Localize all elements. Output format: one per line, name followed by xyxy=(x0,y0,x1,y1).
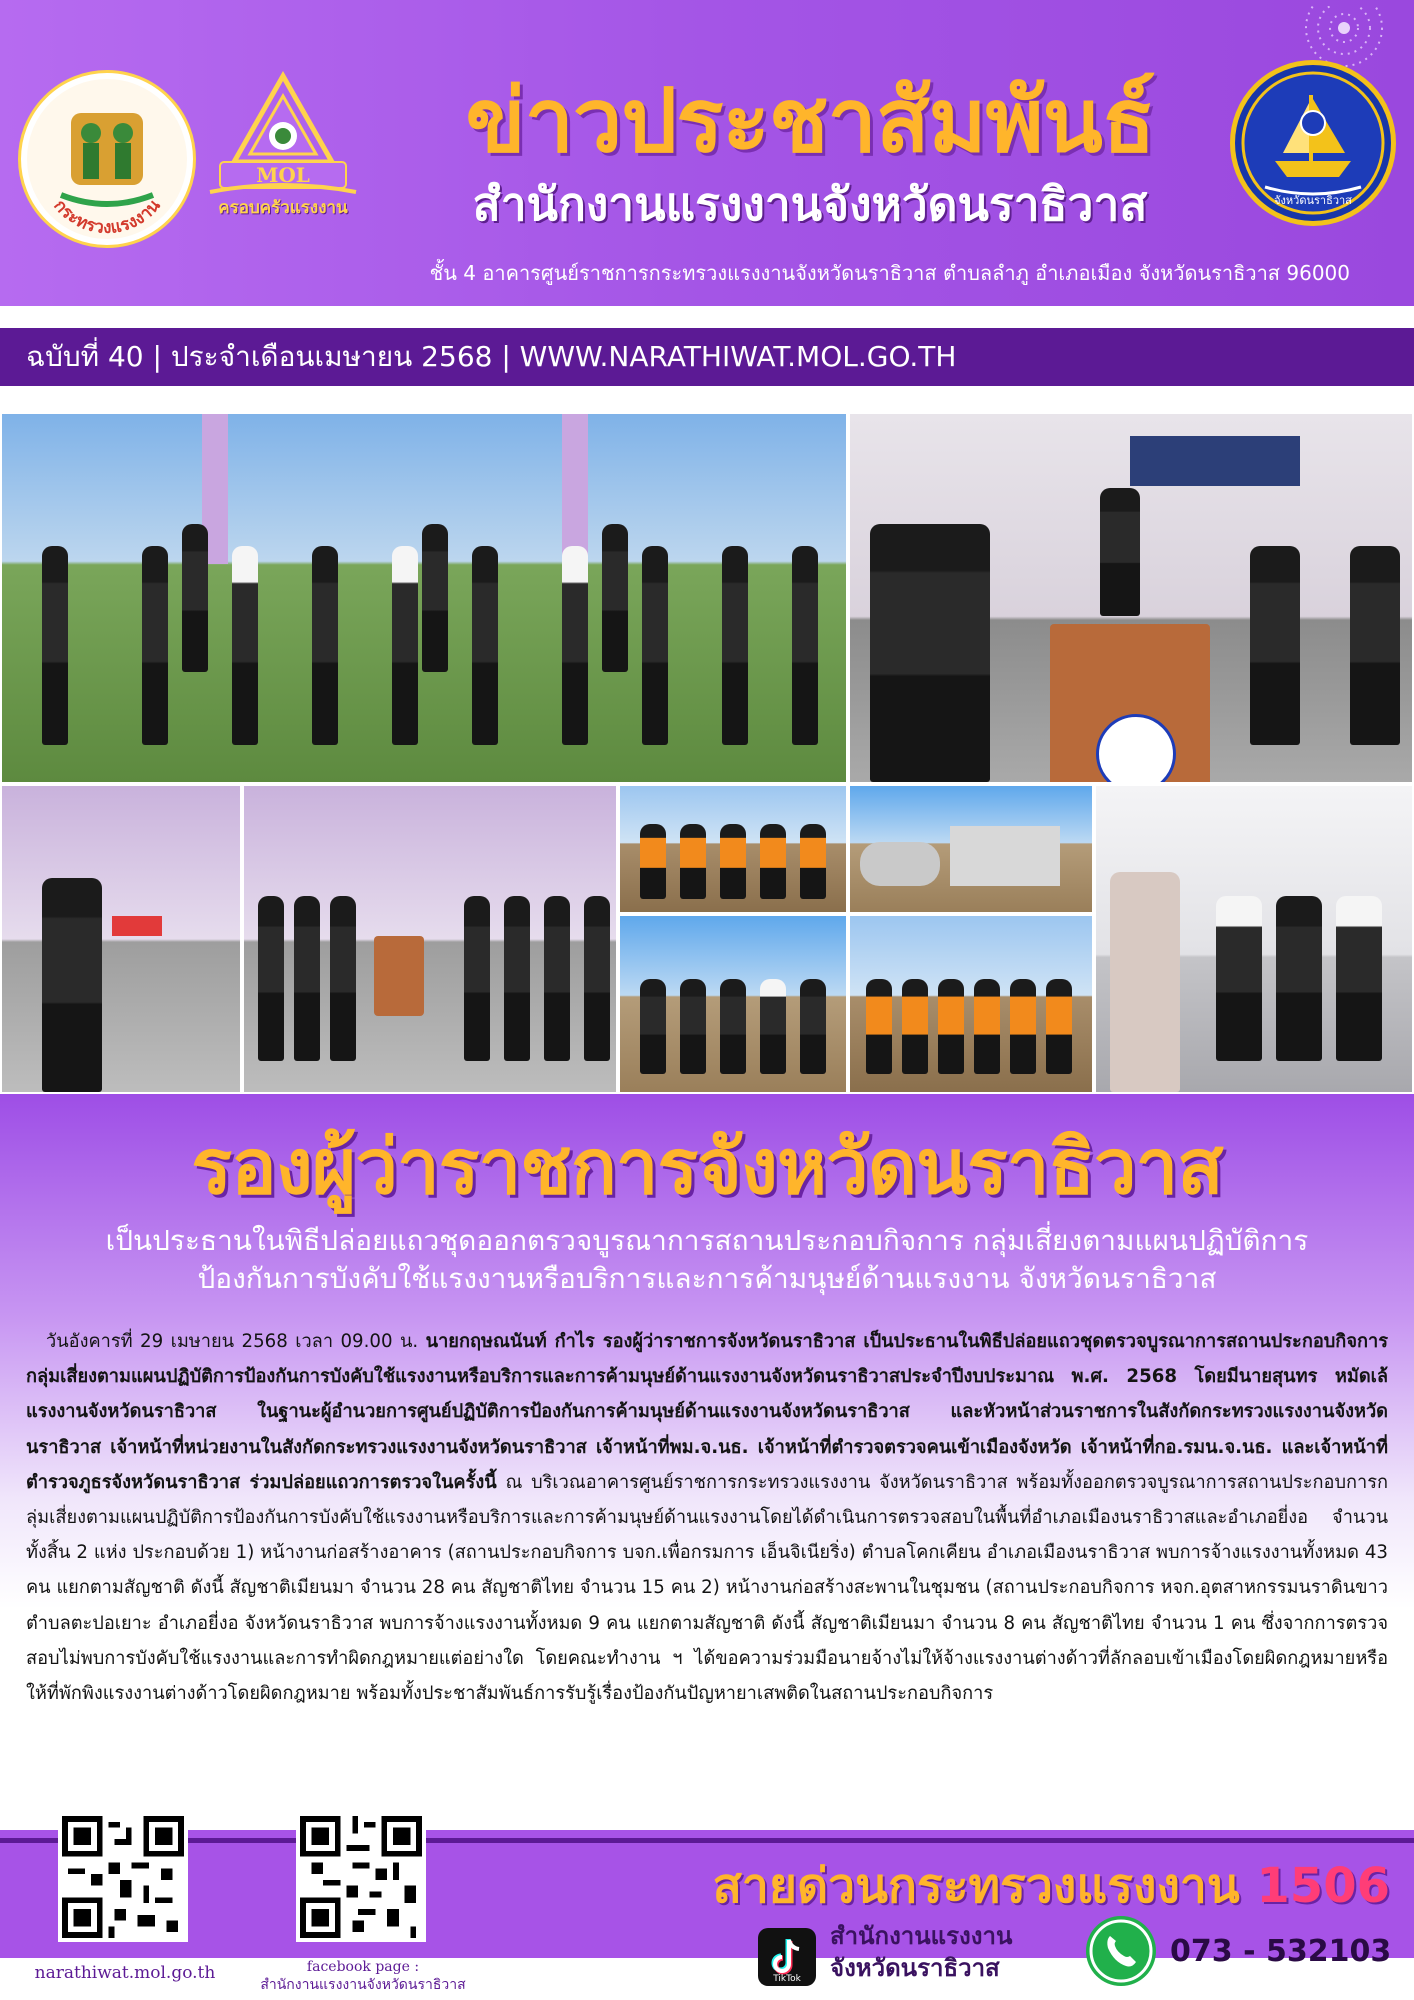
photo-line-up xyxy=(242,784,618,1094)
article-headline: รองผู้ว่าราชการจังหวัดนราธิวาส xyxy=(191,1122,1223,1211)
website-qr-code[interactable] xyxy=(58,1812,188,1942)
mol-family-logo xyxy=(204,70,362,230)
footer xyxy=(0,1830,1414,2000)
photo-collage xyxy=(0,412,1414,1094)
website-qr-label[interactable]: narathiwat.mol.go.th xyxy=(34,1963,216,1983)
province-seal-logo xyxy=(1230,60,1396,226)
facebook-qr-label[interactable] xyxy=(240,1958,486,1994)
article xyxy=(0,1094,1414,1830)
tiktok-icon-text: TikTok xyxy=(773,1974,801,1984)
hotline-banner xyxy=(630,1852,1390,1920)
body-date: วันอังคารที่ 29 เมษายน 2568 เวลา 09.00 น. xyxy=(46,1331,419,1352)
header-banner xyxy=(0,0,1414,312)
article-subhead xyxy=(30,1222,1384,1298)
subhead-line-2: ป้องกันการบังคับใช้แรงงานหรือบริการและการค้ามนุษย์ด้านแรงงาน จังหวัดนราธิวาส xyxy=(197,1262,1217,1295)
mol-logo-sub: ครอบครัวแรงงาน xyxy=(218,198,348,218)
tiktok-label-line-1: สำนักงานแรงงาน xyxy=(830,1922,1013,1950)
tiktok-account-label[interactable] xyxy=(830,1920,1050,1984)
photo-inspection-team xyxy=(618,914,848,1094)
office-address: ชั้น 4 อาคารศูนย์ราชการกระทรวงแรงงานจังหวัดนราธิวาส ตำบลลำภู อำเภอเมือง จังหวัดนราธิวาส 96000 xyxy=(429,261,1350,285)
phone-number[interactable]: 073 - 532103 xyxy=(1170,1934,1392,1969)
photo-group-ceremony xyxy=(0,412,848,784)
tiktok-icon[interactable] xyxy=(758,1928,816,1986)
article-body xyxy=(26,1324,1388,1711)
photo-speech-podium xyxy=(848,412,1414,784)
photo-construction-site xyxy=(848,784,1094,914)
photo-speaker xyxy=(0,784,242,1094)
facebook-qr-code[interactable] xyxy=(296,1812,426,1942)
ministry-logo xyxy=(18,70,196,248)
subhead-line-1: เป็นประธานในพิธีปล่อยแถวชุดออกตรวจบูรณาการสถานประกอบกิจการ กลุ่มเสี่ยงตามแผนปฏิบัติการ xyxy=(105,1224,1309,1257)
issue-line: ฉบับที่ 40 | ประจำเดือนเมษายน 2568 | WWW.NARATHIWAT.MOL.GO.TH xyxy=(26,340,957,373)
province-seal-text: จังหวัดนราธิวาส xyxy=(1274,194,1352,207)
body-rest: ณ บริเวณอาคารศูนย์ราชการกระทรวงแรงงาน จังหวัดนราธิวาส พร้อมทั้งออกตรวจบูรณาการสถานประกอบการกลุ่มเสี่ยงตามแผนปฏิบัติการป้องกันการบังคับใช้แรงงานหรือบริการและการค้ามนุษย์ด้านแรงงานโดยได้ดำเนินการตรวจสอบในพื้นที่อำเภอเมืองนราธิวาสและอำเภอยี่งอ จำนวนทั้งสิ้น 2 แห่ง ประกอบด้วย 1) หน้างานก่อสร้างอาคาร (สถานประกอบกิจการ บจก.เพื่อกรมการ เอ็นจิเนียริ่ง) ตำบลโคกเคียน อำเภอเมืองนราธิวาส พบการจ้างแรงงานทั้งหมด 43 คน แยกตามสัญชาติ ดังนี้ สัญชาติเมียนมา จำนวน 28 คน สัญชาติไทย จำนวน 15 คน 2) หน้างานก่อสร้างสะพานในชุมชน (สถานประกอบกิจการ หจก.อุตสาหกรรมนราดินขาว ตำบลตะปอเยาะ อำเภอยี่งอ จังหวัดนราธิวาส พบการจ้างแรงงานทั้งหมด 9 คน แยกตามสัญชาติ ดังนี้ สัญชาติเมียนมา จำนวน 8 คน สัญชาติไทย จำนวน 1 คน ซึ่งจากการตรวจสอบไม่พบการบังคับใช้แรงงานและการทำผิดกฎหมายแต่อย่างใด โดยคณะทำงาน ฯ ได้ขอความร่วมมือนายจ้างไม่ให้จ้างแรงงานต่างด้าวที่ลักลอบเข้าเมืองโดยผิดกฎหมายหรือให้ที่พักพิงแรงงานต่างด้าวโดยผิดกฎหมาย พร้อมทั้งประชาสัมพันธ์การรับรู้เรื่องป้องกันปัญหายาเสพติดในสถานประกอบกิจการ xyxy=(26,1471,1388,1705)
footer-divider xyxy=(0,1838,1414,1843)
issue-bar xyxy=(0,328,1414,386)
body-bold-lead: นายกฤษณนันท์ กำไร รองผู้ว่าราชการจังหวัดนราธิวาส เป็นประธานในพิธีปล่อยแถวชุดตรวจบูรณาการสถานประกอบกิจการกลุ่มเสี่ยงตามแผนปฏิบัติการป้องกันการบังคับใช้แรงงานหรือบริการและการค้ามนุษย์ด้านแรงงานจังหวัดนราธิวาสประจำปีงบประมาณ พ.ศ. 2568 โดยมีนายสุนทร หมัดเล้ แรงงานจังหวัดนราธิวาส ในฐานะผู้อำนวยการศูนย์ปฏิบัติการป้องกันการค้ามนุษย์ด้านแรงงานจังหวัดนราธิวาส และหัวหน้าส่วนราชการในสังกัดกระทรวงแรงงานจังหวัดนราธิวาส เจ้าหน้าที่หน่วยงานในสังกัดกระทรวงแรงงานจังหวัดนราธิวาส เจ้าหน้าที่พม.จ.นธ. เจ้าหน้าที่ตำรวจตรวจคนเข้าเมืองจังหวัด เจ้าหน้าที่กอ.รมน.จ.นธ. และเจ้าหน้าที่ตำรวจภูธรจังหวัดนราธิวาส ร่วมปล่อยแถวการตรวจในครั้งนี้ xyxy=(26,1331,1388,1493)
hotline-text: สายด่วนกระทรวงแรงงาน xyxy=(712,1858,1257,1914)
facebook-label-line-1: facebook page : xyxy=(306,1959,420,1975)
photo-workers-hardhats xyxy=(618,784,848,914)
hotline-number[interactable]: 1506 xyxy=(1256,1858,1390,1914)
photo-worker-group xyxy=(848,914,1094,1094)
tiktok-label-line-2: จังหวัดนราธิวาส xyxy=(830,1954,1000,1982)
facebook-label-line-2: สำนักงานแรงงานจังหวัดนราธิวาส xyxy=(260,1977,466,1993)
photo-officials-meeting xyxy=(1094,784,1414,1094)
office-name: สำนักงานแรงงานจังหวัดนราธิวาส xyxy=(472,177,1148,231)
divider xyxy=(0,306,1414,312)
page-title: ข่าวประชาสัมพันธ์ xyxy=(465,69,1155,172)
mol-logo-text: MOL xyxy=(256,163,310,187)
svg-text:กระทรวงแรงงาน: กระทรวงแรงงาน xyxy=(49,195,165,238)
phone-icon[interactable] xyxy=(1086,1916,1156,1986)
